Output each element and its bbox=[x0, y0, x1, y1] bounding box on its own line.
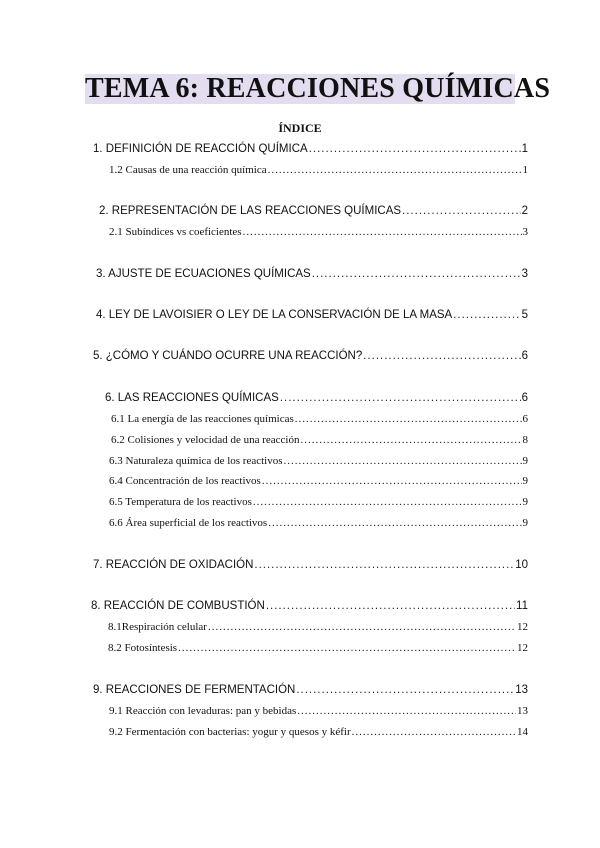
toc-entry[interactable] bbox=[109, 701, 528, 717]
toc-entry-page: 12 bbox=[517, 621, 528, 633]
toc-entry[interactable] bbox=[109, 513, 528, 529]
toc-leader bbox=[295, 413, 522, 425]
toc-leader bbox=[402, 205, 521, 217]
toc-entry[interactable] bbox=[109, 722, 528, 738]
toc-entry-label: 3. AJUSTE DE ECUACIONES QUÍMICAS bbox=[96, 268, 311, 280]
toc-entry-label: 6.2 Colisiones y velocidad de una reacción bbox=[111, 434, 300, 446]
toc-leader bbox=[262, 475, 522, 487]
toc-entry-label: 8. REACCIÓN DE COMBUSTIÓN bbox=[91, 600, 265, 612]
toc-leader bbox=[253, 496, 522, 508]
toc-entry-page: 5 bbox=[521, 309, 528, 321]
toc-entry-label: 9.2 Fermentación con bacterias: yogur y quesos y kéfir bbox=[109, 726, 351, 738]
toc-entry-page: 9 bbox=[522, 455, 528, 467]
toc-entry[interactable] bbox=[99, 201, 528, 217]
toc-leader bbox=[296, 684, 514, 696]
toc-entry-label: 2.1 Subíndices vs coeficientes bbox=[109, 226, 242, 238]
toc-entry-page: 9 bbox=[522, 475, 528, 487]
toc-entry-label: 6.4 Concentración de los reactivos bbox=[109, 475, 261, 487]
toc-entry[interactable] bbox=[109, 160, 528, 176]
toc-entry-label: 6.1 La energía de las reacciones químicas bbox=[111, 413, 294, 425]
toc-entry-page: 1 bbox=[522, 164, 528, 176]
toc-entry-label: 9.1 Reacción con levaduras: pan y bebidas bbox=[109, 705, 297, 717]
toc-leader bbox=[280, 392, 521, 404]
toc-entry-label: 1. DEFINICIÓN DE REACCIÓN QUÍMICA bbox=[93, 143, 308, 155]
toc-entry[interactable] bbox=[93, 680, 528, 696]
toc-entry[interactable] bbox=[96, 264, 528, 280]
toc-entry[interactable] bbox=[108, 638, 528, 654]
toc-entry-label: 2. REPRESENTACIÓN DE LAS REACCIONES QUÍMICAS bbox=[99, 205, 402, 217]
toc-entry-page: 3 bbox=[521, 268, 528, 280]
toc-entry-page: 13 bbox=[515, 684, 528, 696]
toc-entry-page: 9 bbox=[522, 517, 528, 529]
toc-entry[interactable] bbox=[111, 409, 528, 425]
toc-entry-page: 6 bbox=[521, 392, 528, 404]
toc-entry-label: 6. LAS REACCIONES QUÍMICAS bbox=[105, 392, 279, 404]
toc-entry-label: 7. REACCIÓN DE OXIDACIÓN bbox=[93, 559, 254, 571]
toc-entry-label: 6.5 Temperatura de los reactivos bbox=[109, 496, 252, 508]
toc-entry[interactable] bbox=[109, 492, 528, 508]
toc-entry-page: 2 bbox=[521, 205, 528, 217]
toc-leader bbox=[300, 434, 521, 446]
toc-entry-label: 1.2 Causas de una reacción química bbox=[109, 164, 267, 176]
toc-entry-page: 9 bbox=[522, 496, 528, 508]
toc-entry-label: 6.6 Área superficial de los reactivos bbox=[109, 517, 268, 529]
toc-leader bbox=[254, 559, 514, 571]
toc-entry-label: 8.2 Fotosíntesis bbox=[108, 642, 178, 654]
toc-entry[interactable] bbox=[108, 617, 528, 633]
toc-entry[interactable] bbox=[91, 596, 528, 612]
toc-leader bbox=[352, 726, 516, 738]
toc-entry[interactable] bbox=[111, 430, 528, 446]
toc-entry[interactable] bbox=[105, 388, 528, 404]
toc-leader bbox=[284, 455, 522, 467]
toc-leader bbox=[309, 143, 521, 155]
toc-leader bbox=[243, 226, 522, 238]
toc-entry-label: 5. ¿CÓMO Y CUÁNDO OCURRE UNA REACCIÓN? bbox=[93, 350, 363, 362]
toc-leader bbox=[268, 517, 521, 529]
toc-leader bbox=[266, 600, 515, 612]
toc-leader bbox=[208, 621, 516, 633]
toc-entry-label: 8.1Respiración celular bbox=[108, 621, 207, 633]
toc-leader bbox=[312, 268, 521, 280]
toc-entry-label: 6.3 Naturaleza química de los reactivos bbox=[109, 455, 283, 467]
toc-entry-label: 9. REACCIONES DE FERMENTACIÓN bbox=[93, 684, 296, 696]
toc-entry-page: 14 bbox=[517, 726, 528, 738]
toc-entry-page: 6 bbox=[522, 413, 528, 425]
toc-entry[interactable] bbox=[93, 555, 528, 571]
toc-leader bbox=[178, 642, 516, 654]
toc-entry[interactable] bbox=[93, 346, 528, 362]
toc-leader bbox=[453, 309, 520, 321]
toc-leader bbox=[363, 350, 520, 362]
toc-entry-page: 3 bbox=[522, 226, 528, 238]
toc-entry[interactable] bbox=[96, 305, 528, 321]
toc-entry-label: 4. LEY DE LAVOISIER O LEY DE LA CONSERVACIÓN DE LA MASA bbox=[96, 309, 453, 321]
toc-entry[interactable] bbox=[109, 451, 528, 467]
document-title: TEMA 6: REACCIONES QUÍMICAS bbox=[85, 73, 551, 104]
toc-entry-page: 8 bbox=[522, 434, 528, 446]
toc-leader bbox=[297, 705, 516, 717]
toc-entry[interactable] bbox=[93, 139, 528, 155]
toc-entry-page: 6 bbox=[521, 350, 528, 362]
index-heading: ÍNDICE bbox=[278, 121, 322, 135]
toc-entry[interactable] bbox=[109, 471, 528, 487]
toc-leader bbox=[268, 164, 522, 176]
toc-entry-page: 12 bbox=[517, 642, 528, 654]
toc-entry-page: 11 bbox=[516, 600, 528, 612]
toc-entry-page: 1 bbox=[521, 143, 528, 155]
toc-entry-page: 13 bbox=[517, 705, 528, 717]
toc-entry[interactable] bbox=[109, 222, 528, 238]
toc-entry-page: 10 bbox=[515, 559, 528, 571]
